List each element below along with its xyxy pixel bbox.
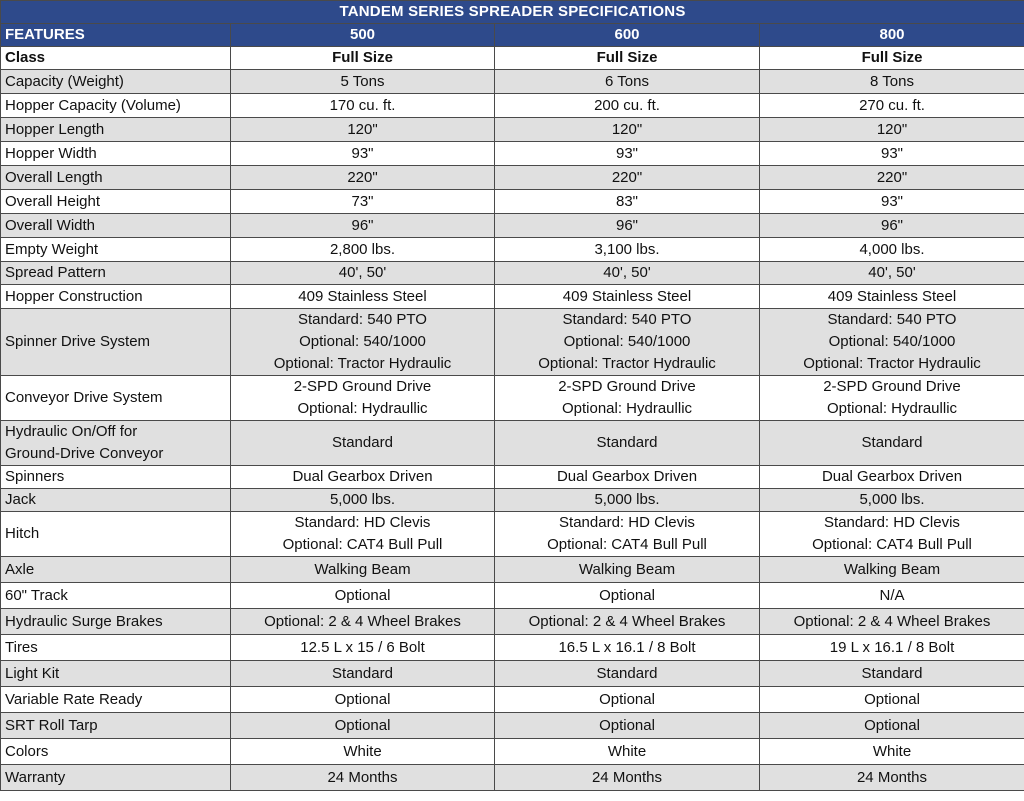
cell-model-800 [760, 583, 1024, 609]
cell-model-800 [760, 190, 1024, 214]
model-800-header: 800 [760, 24, 1024, 47]
cell-value: N/A [879, 586, 905, 604]
cell-model-800 [760, 214, 1024, 238]
cell-value: 93" [880, 144, 903, 162]
cell-value: 6 Tons [605, 72, 649, 90]
cell-model-600 [495, 635, 760, 661]
cell-model-600 [495, 713, 760, 739]
table-row [1, 583, 1024, 609]
cell-value: 73" [351, 192, 374, 210]
cell-value: 220" [611, 168, 643, 186]
table-row [1, 166, 1024, 190]
cell-value: Standard: HD Clevis [824, 514, 960, 531]
table-row [1, 376, 1024, 421]
cell-value: Dual Gearbox Driven [292, 468, 433, 485]
cell-value: Standard [332, 664, 393, 682]
row-label: SRT Roll Tarp [1, 713, 231, 739]
cell-value: 96" [880, 216, 903, 234]
cell-value: Optional: 2 & 4 Wheel Brakes [264, 612, 461, 630]
cell-value: White [872, 742, 912, 760]
cell-model-800 [760, 512, 1024, 557]
cell-value: 40', 50' [868, 264, 916, 281]
cell-value: 40', 50' [338, 264, 387, 281]
row-label: Light Kit [1, 661, 231, 687]
row-label-line: Hydraulic On/Off for [5, 423, 138, 440]
cell-value: Walking Beam [314, 560, 411, 578]
cell-model-500 [231, 118, 495, 142]
cell-value: Optional: 540/1000 [563, 333, 691, 350]
cell-model-600 [495, 765, 760, 791]
cell-value: Standard [861, 664, 923, 682]
cell-model-600 [495, 47, 760, 70]
cell-value: 409 Stainless Steel [827, 287, 957, 305]
cell-value: 3,100 lbs. [594, 240, 660, 258]
cell-model-500 [231, 190, 495, 214]
cell-model-500 [231, 713, 495, 739]
table-row [1, 609, 1024, 635]
row-label: Hopper Capacity (Volume) [1, 94, 231, 118]
row-label: Axle [1, 557, 231, 583]
row-label: Tires [1, 635, 231, 661]
cell-model-500 [231, 583, 495, 609]
cell-value: Optional: 540/1000 [299, 333, 426, 350]
title-row [1, 1, 1024, 24]
cell-model-500 [231, 376, 495, 421]
table-row [1, 142, 1024, 166]
cell-model-600 [495, 512, 760, 557]
row-label: Hydraulic Surge Brakes [1, 609, 231, 635]
cell-model-600 [495, 142, 760, 166]
cell-value: Optional: Hydraullic [297, 400, 428, 417]
cell-value: Standard [596, 664, 658, 682]
cell-value: 5,000 lbs. [859, 491, 925, 508]
cell-value: 5,000 lbs. [329, 491, 396, 508]
cell-value: 270 cu. ft. [859, 96, 925, 114]
cell-value: 24 Months [591, 768, 663, 786]
features-header: FEATURES [1, 24, 231, 47]
cell-model-800 [760, 609, 1024, 635]
row-label [1, 421, 231, 466]
cell-model-500 [231, 94, 495, 118]
cell-model-800 [760, 765, 1024, 791]
table-row [1, 661, 1024, 687]
cell-model-500 [231, 635, 495, 661]
cell-model-500 [231, 609, 495, 635]
cell-model-800 [760, 142, 1024, 166]
cell-model-500 [231, 309, 495, 376]
cell-value: Optional [599, 690, 655, 708]
table-row [1, 421, 1024, 466]
cell-value: 4,000 lbs. [859, 240, 925, 258]
cell-value: Standard: HD Clevis [294, 514, 431, 531]
cell-value: Optional: Tractor Hydraulic [273, 355, 452, 372]
table-row [1, 687, 1024, 713]
table-row [1, 765, 1024, 791]
row-label: Variable Rate Ready [1, 687, 231, 713]
table-row [1, 262, 1024, 285]
cell-model-600 [495, 285, 760, 309]
cell-value: Standard: 540 PTO [827, 311, 957, 328]
cell-model-600 [495, 609, 760, 635]
cell-model-800 [760, 421, 1024, 466]
cell-model-500 [231, 489, 495, 512]
row-label: Jack [1, 489, 231, 512]
cell-value: 2-SPD Ground Drive [293, 378, 432, 395]
cell-value: 120" [611, 120, 643, 138]
cell-value: Optional: 2 & 4 Wheel Brakes [528, 612, 726, 630]
cell-value: Standard: 540 PTO [298, 311, 427, 328]
cell-value: Full Size [596, 49, 658, 66]
cell-model-500 [231, 166, 495, 190]
cell-value: 170 cu. ft. [329, 96, 396, 114]
cell-value: Optional: CAT4 Bull Pull [812, 536, 972, 553]
cell-value: 220" [347, 168, 378, 186]
cell-value: 16.5 L x 16.1 / 8 Bolt [558, 638, 696, 656]
row-label: Hopper Width [1, 142, 231, 166]
cell-value: Standard: HD Clevis [559, 514, 695, 531]
table-row [1, 466, 1024, 489]
cell-value: Walking Beam [843, 560, 941, 578]
cell-model-800 [760, 309, 1024, 376]
table-row [1, 713, 1024, 739]
cell-model-500 [231, 421, 495, 466]
cell-model-800 [760, 466, 1024, 489]
table-row [1, 489, 1024, 512]
table-row [1, 70, 1024, 94]
cell-model-600 [495, 309, 760, 376]
cell-model-500 [231, 739, 495, 765]
cell-model-800 [760, 661, 1024, 687]
cell-value: 93" [351, 144, 374, 162]
header-row [1, 24, 1024, 47]
row-label: Overall Width [1, 214, 231, 238]
cell-value: Optional [334, 690, 391, 708]
row-label: Class [1, 47, 231, 70]
table-title: TANDEM SERIES SPREADER SPECIFICATIONS [1, 1, 1024, 24]
cell-model-600 [495, 70, 760, 94]
cell-value: White [343, 742, 382, 760]
cell-model-800 [760, 376, 1024, 421]
cell-value: 40', 50' [603, 264, 651, 281]
cell-value: 96" [351, 216, 374, 234]
spec-body [1, 47, 1024, 791]
table-row [1, 190, 1024, 214]
cell-value: Optional: CAT4 Bull Pull [547, 536, 707, 553]
table-row [1, 309, 1024, 376]
cell-value: 93" [880, 192, 903, 210]
cell-model-600 [495, 190, 760, 214]
cell-model-600 [495, 166, 760, 190]
cell-value: 120" [876, 120, 908, 138]
table-row [1, 557, 1024, 583]
table-row [1, 94, 1024, 118]
cell-model-600 [495, 238, 760, 262]
table-row [1, 512, 1024, 557]
row-label: Spread Pattern [1, 262, 231, 285]
cell-model-600 [495, 557, 760, 583]
cell-model-500 [231, 661, 495, 687]
cell-model-800 [760, 47, 1024, 70]
cell-value: Optional [599, 716, 655, 734]
cell-model-500 [231, 47, 495, 70]
cell-value: Optional: Tractor Hydraulic [803, 355, 981, 372]
cell-model-600 [495, 262, 760, 285]
table-row [1, 118, 1024, 142]
cell-value: 409 Stainless Steel [562, 287, 692, 305]
cell-model-800 [760, 166, 1024, 190]
cell-value: Standard [332, 434, 393, 451]
cell-model-500 [231, 214, 495, 238]
cell-model-800 [760, 238, 1024, 262]
cell-value: Optional: Tractor Hydraulic [538, 355, 716, 372]
row-label: Hitch [1, 512, 231, 557]
cell-model-800 [760, 557, 1024, 583]
cell-model-600 [495, 583, 760, 609]
table-row [1, 635, 1024, 661]
cell-model-600 [495, 376, 760, 421]
row-label: Hopper Length [1, 118, 231, 142]
cell-model-500 [231, 687, 495, 713]
cell-model-500 [231, 512, 495, 557]
cell-value: Full Size [332, 49, 393, 66]
row-label: Hopper Construction [1, 285, 231, 309]
cell-model-600 [495, 739, 760, 765]
cell-model-800 [760, 70, 1024, 94]
row-label: Conveyor Drive System [1, 376, 231, 421]
cell-model-500 [231, 70, 495, 94]
table-row [1, 285, 1024, 309]
cell-model-500 [231, 238, 495, 262]
row-label-line: Ground-Drive Conveyor [5, 445, 164, 462]
cell-value: 19 L x 16.1 / 8 Bolt [829, 638, 955, 656]
cell-model-800 [760, 739, 1024, 765]
cell-model-600 [495, 489, 760, 512]
cell-model-600 [495, 687, 760, 713]
cell-value: 2,800 lbs. [329, 240, 396, 258]
cell-value: 120" [347, 120, 378, 138]
row-label: Capacity (Weight) [1, 70, 231, 94]
table-row [1, 238, 1024, 262]
cell-model-600 [495, 214, 760, 238]
row-label: Overall Height [1, 190, 231, 214]
cell-model-800 [760, 262, 1024, 285]
cell-value: Standard: 540 PTO [562, 311, 692, 328]
table-row [1, 47, 1024, 70]
cell-value: 24 Months [327, 768, 398, 786]
cell-value: 93" [615, 144, 638, 162]
cell-value: 2-SPD Ground Drive [823, 378, 961, 395]
cell-model-500 [231, 557, 495, 583]
cell-model-600 [495, 94, 760, 118]
cell-value: 409 Stainless Steel [298, 287, 427, 305]
cell-value: Dual Gearbox Driven [821, 468, 963, 485]
table-row [1, 214, 1024, 238]
cell-value: 5,000 lbs. [594, 491, 660, 508]
row-label: 60" Track [1, 583, 231, 609]
row-label: Empty Weight [1, 238, 231, 262]
cell-value: Optional [864, 690, 920, 708]
cell-model-500 [231, 142, 495, 166]
cell-model-800 [760, 687, 1024, 713]
row-label: Spinner Drive System [1, 309, 231, 376]
cell-model-500 [231, 466, 495, 489]
cell-value: Optional [334, 586, 391, 604]
cell-value: 200 cu. ft. [594, 96, 660, 114]
table-row [1, 739, 1024, 765]
cell-model-500 [231, 765, 495, 791]
row-label: Spinners [1, 466, 231, 489]
cell-value: Optional: Hydraullic [561, 400, 693, 417]
cell-value: Optional [599, 586, 655, 604]
cell-model-800 [760, 713, 1024, 739]
cell-value: Optional: CAT4 Bull Pull [282, 536, 443, 553]
model-600-header: 600 [495, 24, 760, 47]
row-label: Overall Length [1, 166, 231, 190]
cell-value: 5 Tons [340, 72, 385, 90]
row-label: Colors [1, 739, 231, 765]
cell-value: Optional: 2 & 4 Wheel Brakes [793, 612, 991, 630]
cell-value: Dual Gearbox Driven [556, 468, 698, 485]
cell-value: Standard [596, 434, 658, 451]
cell-value: Walking Beam [578, 560, 676, 578]
cell-model-800 [760, 94, 1024, 118]
cell-value: 24 Months [856, 768, 928, 786]
cell-model-800 [760, 285, 1024, 309]
cell-model-600 [495, 118, 760, 142]
cell-model-500 [231, 285, 495, 309]
cell-model-600 [495, 466, 760, 489]
cell-value: Full Size [861, 49, 923, 66]
cell-model-800 [760, 118, 1024, 142]
cell-value: 220" [876, 168, 908, 186]
cell-value: Optional: 540/1000 [828, 333, 956, 350]
cell-value: 8 Tons [870, 72, 914, 90]
cell-value: Optional [864, 716, 920, 734]
cell-value: Optional [334, 716, 391, 734]
cell-value: 2-SPD Ground Drive [558, 378, 696, 395]
cell-model-800 [760, 489, 1024, 512]
cell-model-500 [231, 262, 495, 285]
cell-value: 96" [615, 216, 638, 234]
cell-model-600 [495, 661, 760, 687]
cell-model-800 [760, 635, 1024, 661]
cell-value: 83" [615, 192, 638, 210]
cell-value: 12.5 L x 15 / 6 Bolt [300, 638, 425, 656]
model-500-header: 500 [231, 24, 495, 47]
row-label: Warranty [1, 765, 231, 791]
cell-value: Optional: Hydraullic [826, 400, 958, 417]
cell-model-600 [495, 421, 760, 466]
cell-value: Standard [861, 434, 923, 451]
cell-value: White [607, 742, 647, 760]
